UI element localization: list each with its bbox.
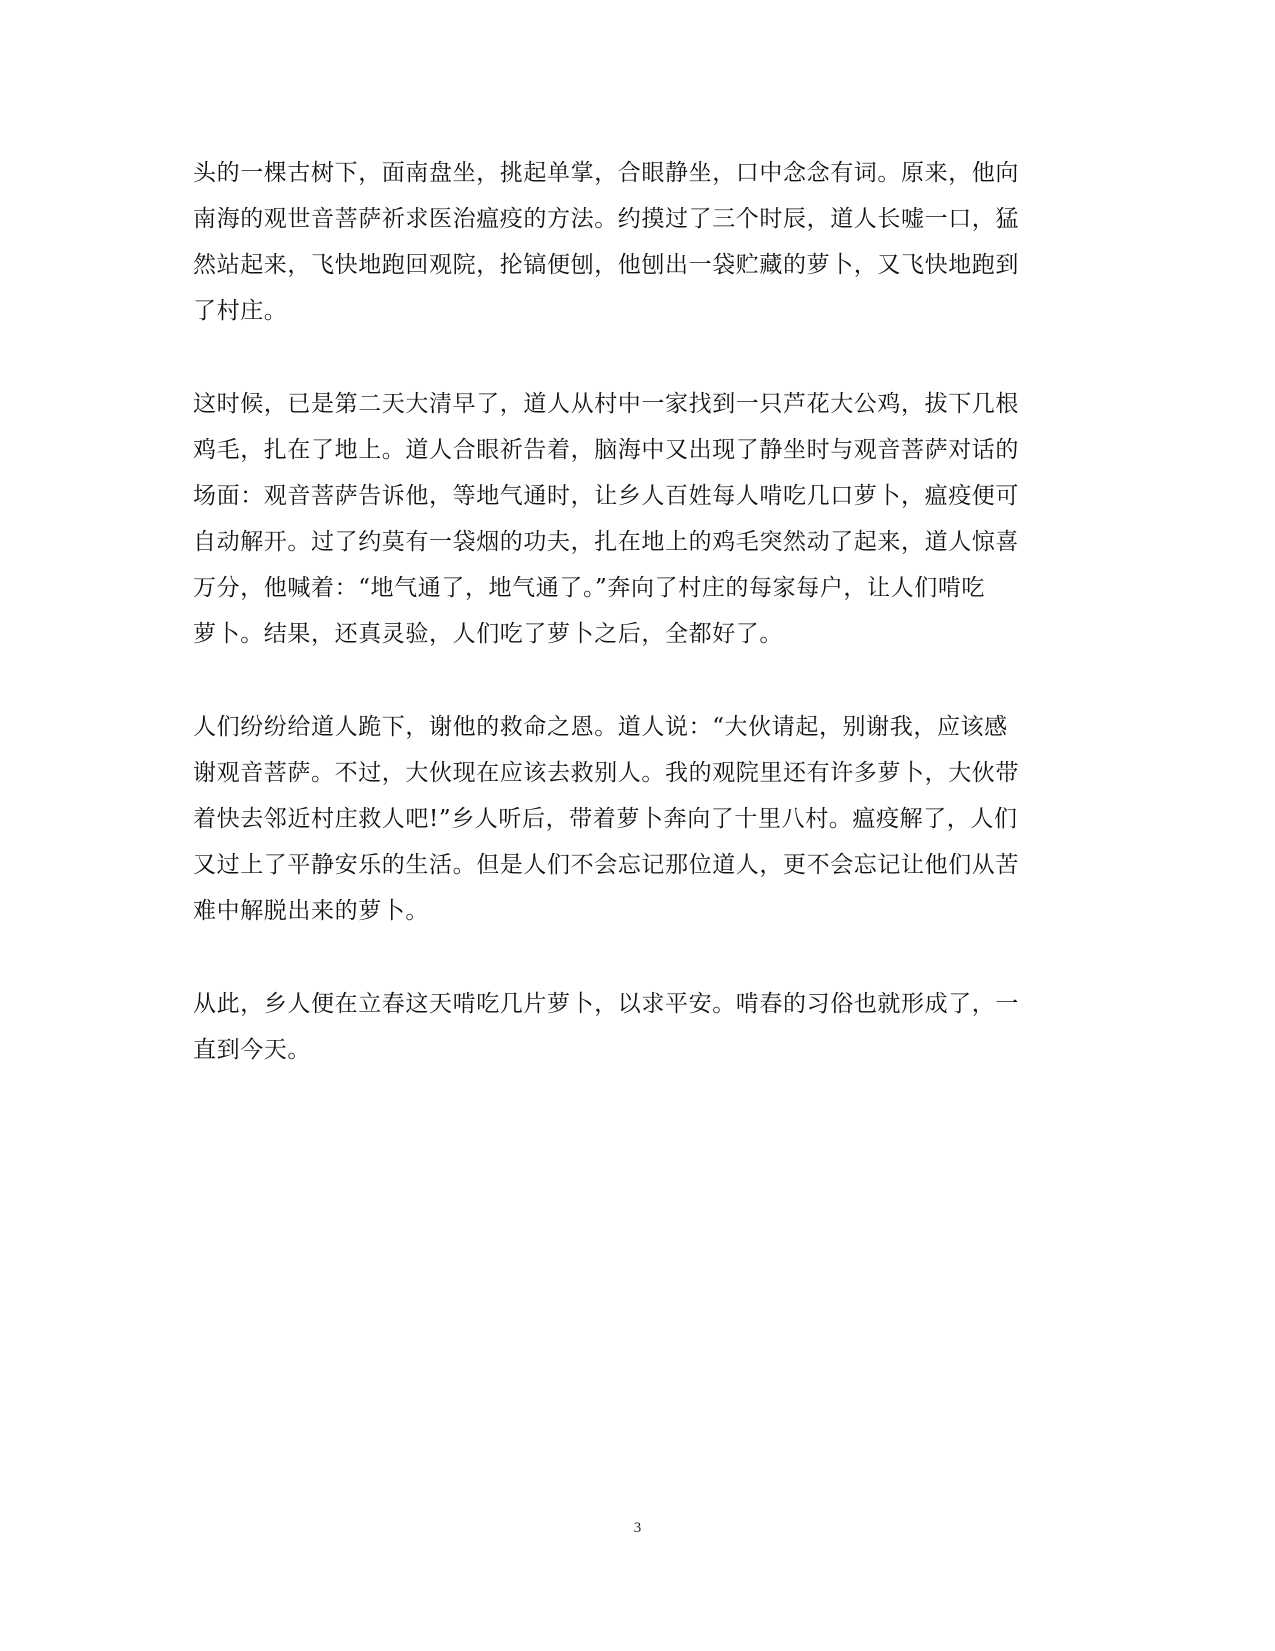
text-line: 萝卜。结果，还真灵验，人们吃了萝卜之后，全都好了。 bbox=[193, 621, 783, 647]
text-line: 这时候，已是第二天大清早了，道人从村中一家找到一只芦花大公鸡，拔下几根 bbox=[193, 391, 1019, 417]
text-line: 难中解脱出来的萝卜。 bbox=[193, 898, 429, 924]
paragraph-3 bbox=[193, 704, 1073, 934]
body-text bbox=[193, 150, 1073, 1120]
text-line: 南海的观世音菩萨祈求医治瘟疫的方法。约摸过了三个时辰，道人长嘘一口，猛 bbox=[193, 206, 1019, 232]
text-line: 头的一棵古树下，面南盘坐，挑起单掌，合眼静坐，口中念念有词。原来，他向 bbox=[193, 160, 1019, 186]
text-line: 人们纷纷给道人跪下，谢他的救命之恩。道人说：“大伙请起，别谢我，应该感 bbox=[193, 714, 1008, 740]
text-line: 谢观音菩萨。不过，大伙现在应该去救别人。我的观院里还有许多萝卜，大伙带 bbox=[193, 760, 1019, 786]
text-line: 自动解开。过了约莫有一袋烟的功夫，扎在地上的鸡毛突然动了起来，道人惊喜 bbox=[193, 529, 1019, 555]
text-line: 万分，他喊着：“地气通了，地气通了。”奔向了村庄的每家每户，让人们啃吃 bbox=[193, 575, 986, 601]
text-line: 又过上了平静安乐的生活。但是人们不会忘记那位道人，更不会忘记让他们从苦 bbox=[193, 852, 1019, 878]
text-line: 了村庄。 bbox=[193, 298, 288, 324]
text-line: 场面：观音菩萨告诉他，等地气通时，让乡人百姓每人啃吃几口萝卜，瘟疫便可 bbox=[193, 483, 1019, 509]
paragraph-2 bbox=[193, 381, 1073, 657]
paragraph-1 bbox=[193, 150, 1073, 334]
paragraph-4 bbox=[193, 981, 1073, 1073]
page-number: 3 bbox=[633, 1520, 642, 1536]
text-line: 着快去邻近村庄救人吧!”乡人听后，带着萝卜奔向了十里八村。瘟疫解了，人们 bbox=[193, 806, 1018, 832]
text-line: 直到今天。 bbox=[193, 1037, 311, 1063]
text-line: 然站起来，飞快地跑回观院，抡镐便刨，他刨出一袋贮藏的萝卜，又飞快地跑到 bbox=[193, 252, 1019, 278]
text-line: 鸡毛，扎在了地上。道人合眼祈告着，脑海中又出现了静坐时与观音菩萨对话的 bbox=[193, 437, 1019, 463]
text-line: 从此，乡人便在立春这天啃吃几片萝卜，以求平安。啃春的习俗也就形成了，一 bbox=[193, 991, 1019, 1017]
